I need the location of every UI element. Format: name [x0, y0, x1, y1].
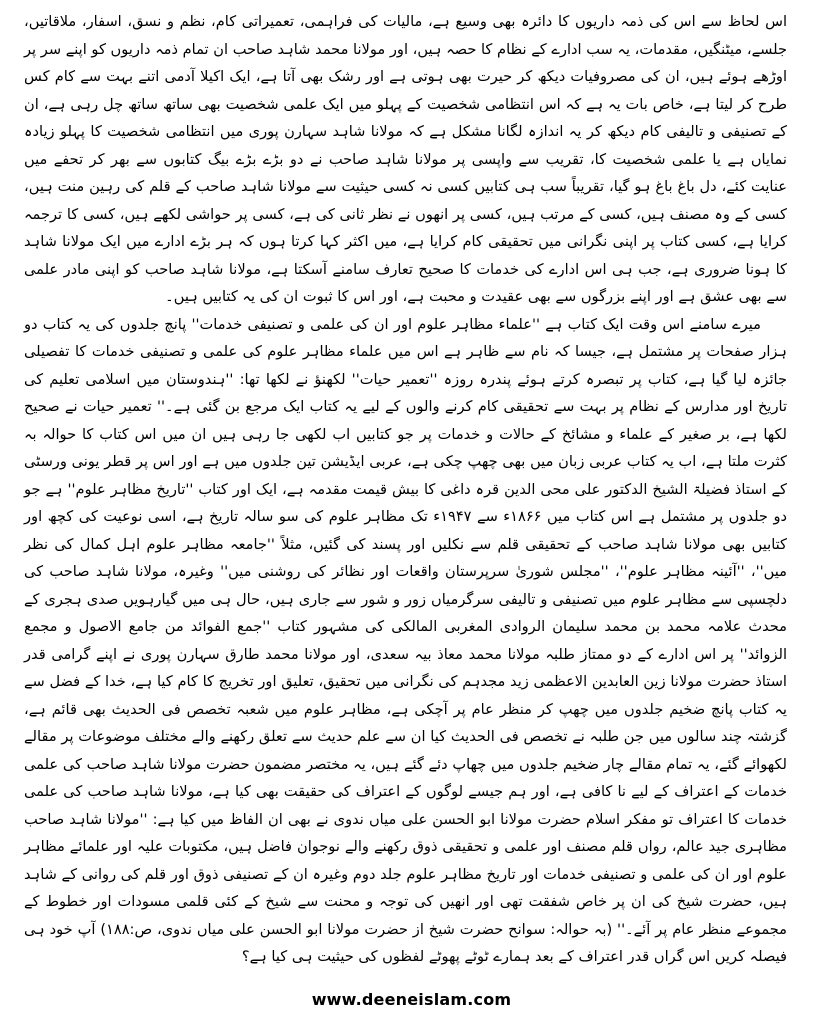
website-footer[interactable]: www.deeneislam.com	[311, 990, 512, 1009]
paragraph-2: میرے سامنے اس وقت ایک کتاب ہے ''علماء مظاہر علوم اور ان کی علمی و تصنیفی خدمات'' پانچ جلدوں کی یہ کتاب دو ہزار صفحات پر مشتمل ہے، جیسا کہ نام سے ظاہر ہے اس میں علماء مظاہر علوم کی علمی و تصنیفی خدمات کا تفصیلی جائزہ لیا گیا ہے، کتاب پر تبصرہ کرتے ہوئے پندرہ روزہ ''تعمیر حیات'' لکھنؤ نے لکھا تھا: ''ہندوستان میں اسلامی تعلیم کی تاریخ اور مدارس کے نظام پر بہت سے تحقیقی کام کرنے والوں کے لیے یہ کتاب ایک مرجع بن گئی ہے۔'' تعمیر حیات نے صحیح لکھا ہے، بر صغیر کے علماء و مشائخ کے حالات و خدمات پر جو کتابیں اب لکھی جا رہی ہیں ان میں اس کتاب کا حوالہ بہ کثرت ملتا ہے، اب یہ کتاب عربی زبان میں بھی چھپ چکی ہے، عربی ایڈیشن تین جلدوں میں ہے اور اس پر قطر یونی ورسٹی کے استاذ فضیلۃ الشیخ الدکتور علی محی الدین قرہ داغی کا بیش قیمت مقدمہ ہے، ایک اور کتاب ''تاریخ مظاہر علوم'' ہے جو دو جلدوں پر مشتمل ہے اس کتاب میں ۱۸۶۶ء سے ۱۹۴۷ء تک مظاہر علوم کی سو سالہ تاریخ ہے، اسی نوعیت کی کچھ اور کتابیں بھی مولانا شاہد صاحب کے تحقیقی قلم سے نکلیں اور پسند کی گئیں، مثلاً ''جامعہ مظاہر علوم اہل کمال کی نظر میں''، ''آئینہ مظاہر علوم''، ''مجلس شوریٰ سرپرستان واقعات اور نظائر کی روشنی میں'' وغیرہ، مولانا شاہد صاحب کی دلچسپی سے مظاہر علوم میں تصنیفی و تالیفی سرگرمیاں زور و شور سے جاری ہیں، حال ہی میں گیارہویں صدی ہجری کے محدث علامہ محمد بن محمد سلیمان الروادی المغربی المالکی کی مشہور کتاب ''جمع الفوائد من جامع الاصول و مجمع الزوائد'' پر اس ادارے کے دو ممتاز طلبہ مولانا محمد معاذ بیہ سعدی، اور مولانا محمد طارق سہارن پوری نے اپنے گرامی قدر استاذ حضرت مولانا زین العابدین الاعظمی زید مجدہم کی نگرانی میں تحقیق، تعلیق اور تخریج کا کام کیا ہے، خدا کے فضل سے یہ کتاب پانچ ضخیم جلدوں میں چھپ کر منظر عام پر آچکی ہے، مظاہر علوم میں شعبہ تخصص فی الحدیث بھی قائم ہے، گزشتہ چند سالوں میں جن طلبہ نے تخصص فی الحدیث کیا ان سے علم حدیث سے تعلق رکھنے والے مختلف موضوعات پر مقالے لکھوائے گئے، یہ تمام مقالے چار ضخیم جلدوں میں چھاپ دئے گئے ہیں، یہ مختصر مضمون حضرت مولانا شاہد صاحب کی علمی خدمات کے اعتراف کے لیے نا کافی ہے، اور ہم جیسے لوگوں کے اعتراف کی حقیقت بھی کیا ہے، مولانا شاہد صاحب کی علمی خدمات کا اعتراف تو مفکر اسلام حضرت مولانا ابو الحسن علی میاں ندوی نے بھی ان الفاظ میں کیا ہے: ''مولانا شاہد صاحب مظاہری جید عالم، رواں قلم مصنف اور علمی و تحقیقی ذوق رکھنے والے نوجوان فاضل ہیں، مکتوبات علیہ اور علمائے مظاہر علوم اور ان کی علمی و تصنیفی خدمات اور تاریخ مظاہر علوم جلد دوم وغیرہ ان کے تصنیفی ذوق اور قلم کی روانی کے شاہد ہیں، حضرت شیخ کی ان پر خاص شفقت تھی اور انھیں کی توجہ و محنت سے شیخ کے کئی قلمی مسودات اور خطوط کے مجموعے منظر عام پر آئے۔'' (بہ حوالہ: سوانح حضرت شیخ از حضرت مولانا ابو الحسن علی میاں ندوی، ص:۱۸۸) آپ خود ہی فیصلہ کریں اس گراں قدر اعتراف کے بعد ہمارے ٹوٹے پھوٹے لفظوں کی حیثیت ہی کیا ہے؟	[24, 315, 788, 965]
paragraph-1: اس لحاظ سے اس کی ذمہ داریوں کا دائرہ بھی وسیع ہے، مالیات کی فراہمی، تعمیراتی کام، نظم و نسق، اسفار، ملاقاتیں، جلسے، میٹنگیں، مقدمات، یہ سب ادارے کے نظام کا حصہ ہیں، اور مولانا محمد شاہد صاحب ان تمام ذمہ داریوں کو اپنے سر پر اوڑھے ہوئے ہیں، ان کی مصروفیات دیکھ کر حیرت بھی ہوتی ہے اور رشک بھی آتا ہے، ایک اکیلا آدمی اتنے بہت سے کام کس طرح کر لیتا ہے، خاص بات یہ ہے کہ اس انتظامی شخصیت کے پہلو میں ایک علمی شخصیت بھی ساتھ ساتھ چل رہی ہے، ان کے تصنیفی و تالیفی کام دیکھ کر یہ اندازہ لگانا مشکل ہے کہ مولانا شاہد سہارن پوری میں انتظامی شخصیت کا پہلو زیادہ نمایاں ہے یا علمی شخصیت کا، تقریب سے واپسی پر مولانا شاہد صاحب نے دو بڑے بڑے بیگ کتابوں سے بھر کر تحفے میں عنایت کئے، دل باغ باغ ہو گیا، تقریباً سب ہی کتابیں کسی نہ کسی حیثیت سے مولانا شاہد صاحب کے قلم کی رہین منت ہیں، کسی کے وہ مصنف ہیں، کسی کے مرتب ہیں، کسی پر انھوں نے نظر ثانی کی ہے، کسی پر حواشی لکھے ہیں، کسی کا ترجمہ کرایا ہے، کسی کتاب پر اپنی نگرانی میں تحقیقی کام کرایا ہے، میں اکثر کہا کرتا ہوں کہ ہر بڑے ادارے میں ایک مولانا شاہد کا ہونا ضروری ہے، جب ہی اس ادارے کی خدمات کا صحیح تعارف سامنے آسکتا ہے، مولانا شاہد صاحب کو اپنی مادر علمی سے بھی عشق ہے اور اپنے بزرگوں سے بھی عقیدت و محبت ہے، اور اس کا ثبوت ان کی یہ کتابیں ہیں۔	[24, 13, 787, 305]
article-body	[24, 8, 787, 971]
